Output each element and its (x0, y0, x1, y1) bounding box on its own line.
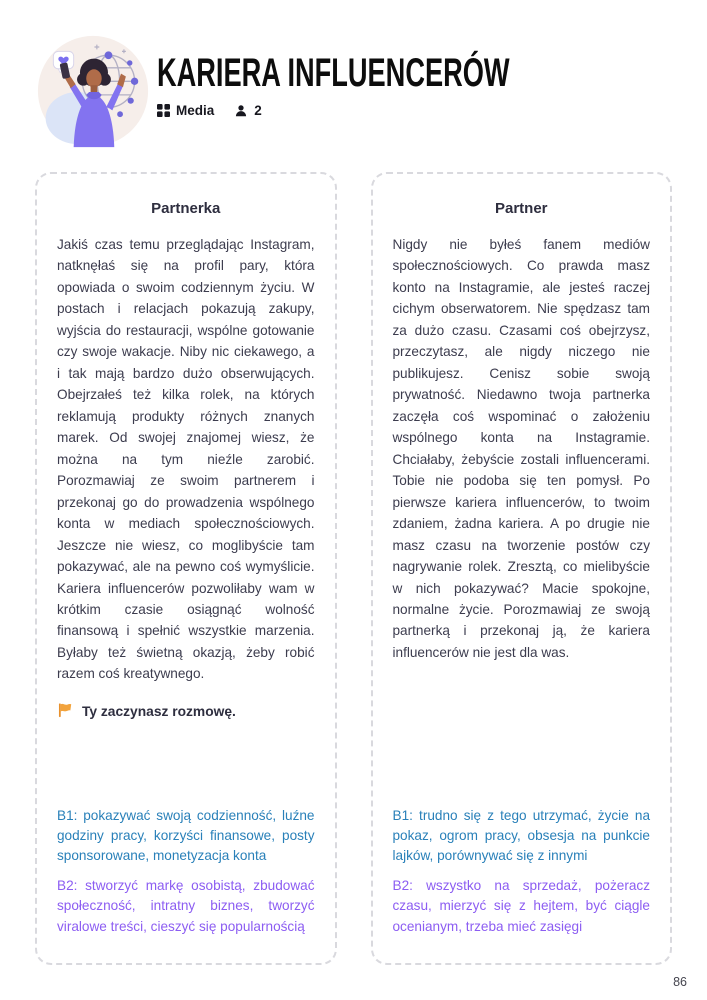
header-text-block (157, 53, 676, 118)
hint-text: pokazywać swoją codzienność, luźne godziny pracy, korzyści finansowe, posty sponsorowane, monetyzacja konta (57, 807, 315, 864)
hint-b2 (57, 876, 315, 937)
card-body-text: Nigdy nie byłeś fanem mediów społecznościowych. Co prawda masz konto na Instagramie, ale jesteś raczej cichym obserwatorem. Nie spędzasz tam za dużo czasu. Czasami coś obejrzysz, przeczytasz, ale nigdy niczego nie publikujesz. Cenisz sobie swoją prywatność. Niedawno twoja partnerka zaczęła coś wspominać o założeniu wspólnego konta na Instagramie. Chciałaby, żebyście zostali influencerami. Tobie nie podoba się ten pomysł. Po pierwsze kariera influencerów, to twoim zdaniem, żadna kariera. A po drugie nie masz czasu na tworzenie postów czy nagrywanie rolek. Zresztą, co mielibyście w nich pokazywać? Macie spokojne, normalne życie. Porozmawiaj ze swoją partnerką i przekonaj ją, że kariera influencerów nie jest dla was. (392, 237, 650, 660)
hint-level: B2: (392, 877, 413, 893)
hint-text: wszystko na sprzedaż, pożeracz czasu, mierzyć się z hejtem, być ciągle ocenianym, trzeba mieć zasięgi (392, 877, 650, 934)
hint-b1 (57, 806, 315, 867)
players-count: 2 (254, 103, 262, 118)
category-tag (157, 103, 214, 118)
hint-b1 (393, 806, 651, 867)
hint-level: B1: (392, 807, 413, 823)
page-title: KARIERA INFLUENCERÓW (157, 51, 510, 95)
card-heading: Partnerka (151, 200, 221, 217)
hint-text: stworzyć markę osobistą, zbudować społeczność, intratny biznes, tworzyć viralowe treści, cieszyć się popularnością (57, 877, 315, 934)
hint-text: trudno się z tego utrzymać, życie na pokaz, ogrom pracy, obsesja na punkcie lajków, porównywać się z innymi (392, 807, 651, 864)
role-cards (35, 172, 672, 965)
vocabulary-hints (57, 806, 315, 937)
grid-icon (157, 104, 170, 117)
selfie-woman-illustration (35, 33, 151, 149)
flag-icon (57, 702, 73, 721)
page-number: 86 (673, 975, 687, 989)
card-heading: Partner (494, 200, 548, 217)
category-label: Media (176, 103, 215, 118)
players-tag (234, 103, 262, 118)
conversation-starter-note (57, 702, 315, 721)
page-header (0, 0, 707, 149)
hint-level: B1: (57, 807, 78, 823)
vocabulary-hints (393, 806, 651, 937)
header-meta (157, 103, 676, 118)
card-body-text: Jakiś czas temu przeglądając Instagram, natknęłaś się na profil pary, która opowiada o swoim codziennym życiu. W postach i relacjach pokazują zakupy, wyjścia do restauracji, wspólne gotowanie czy swoje wakacje. Niby nic ciekawego, a i tak mają bardzo dużo obserwujących. Obejrzałeś też kilka rolek, na których reklamują produkty różnych znanych marek. Od swojej znajomej wiesz, że można na tym nieźle zarobić. Porozmawiaj ze swoim partnerem i przekonaj go do prowadzenia wspólnego konta w mediach społecznościowych. Jeszcze nie wiesz, co moglibyście tam pokazywać, ale na pewno coś wymyślicie. Kariera influencerów pozwoliłaby wam w krótkim czasie osiągnąć wolność finansową i spełnić wszystkie marzenia. Byłaby też świetną okazją, żeby robić razem coś kreatywnego. (57, 237, 315, 682)
conversation-starter-label: Ty zaczynasz rozmowę. (82, 703, 236, 719)
hint-b2 (393, 876, 651, 937)
card-partner (371, 172, 673, 965)
card-partnerka (35, 172, 337, 965)
person-icon (234, 104, 248, 118)
hint-level: B2: (57, 877, 78, 893)
